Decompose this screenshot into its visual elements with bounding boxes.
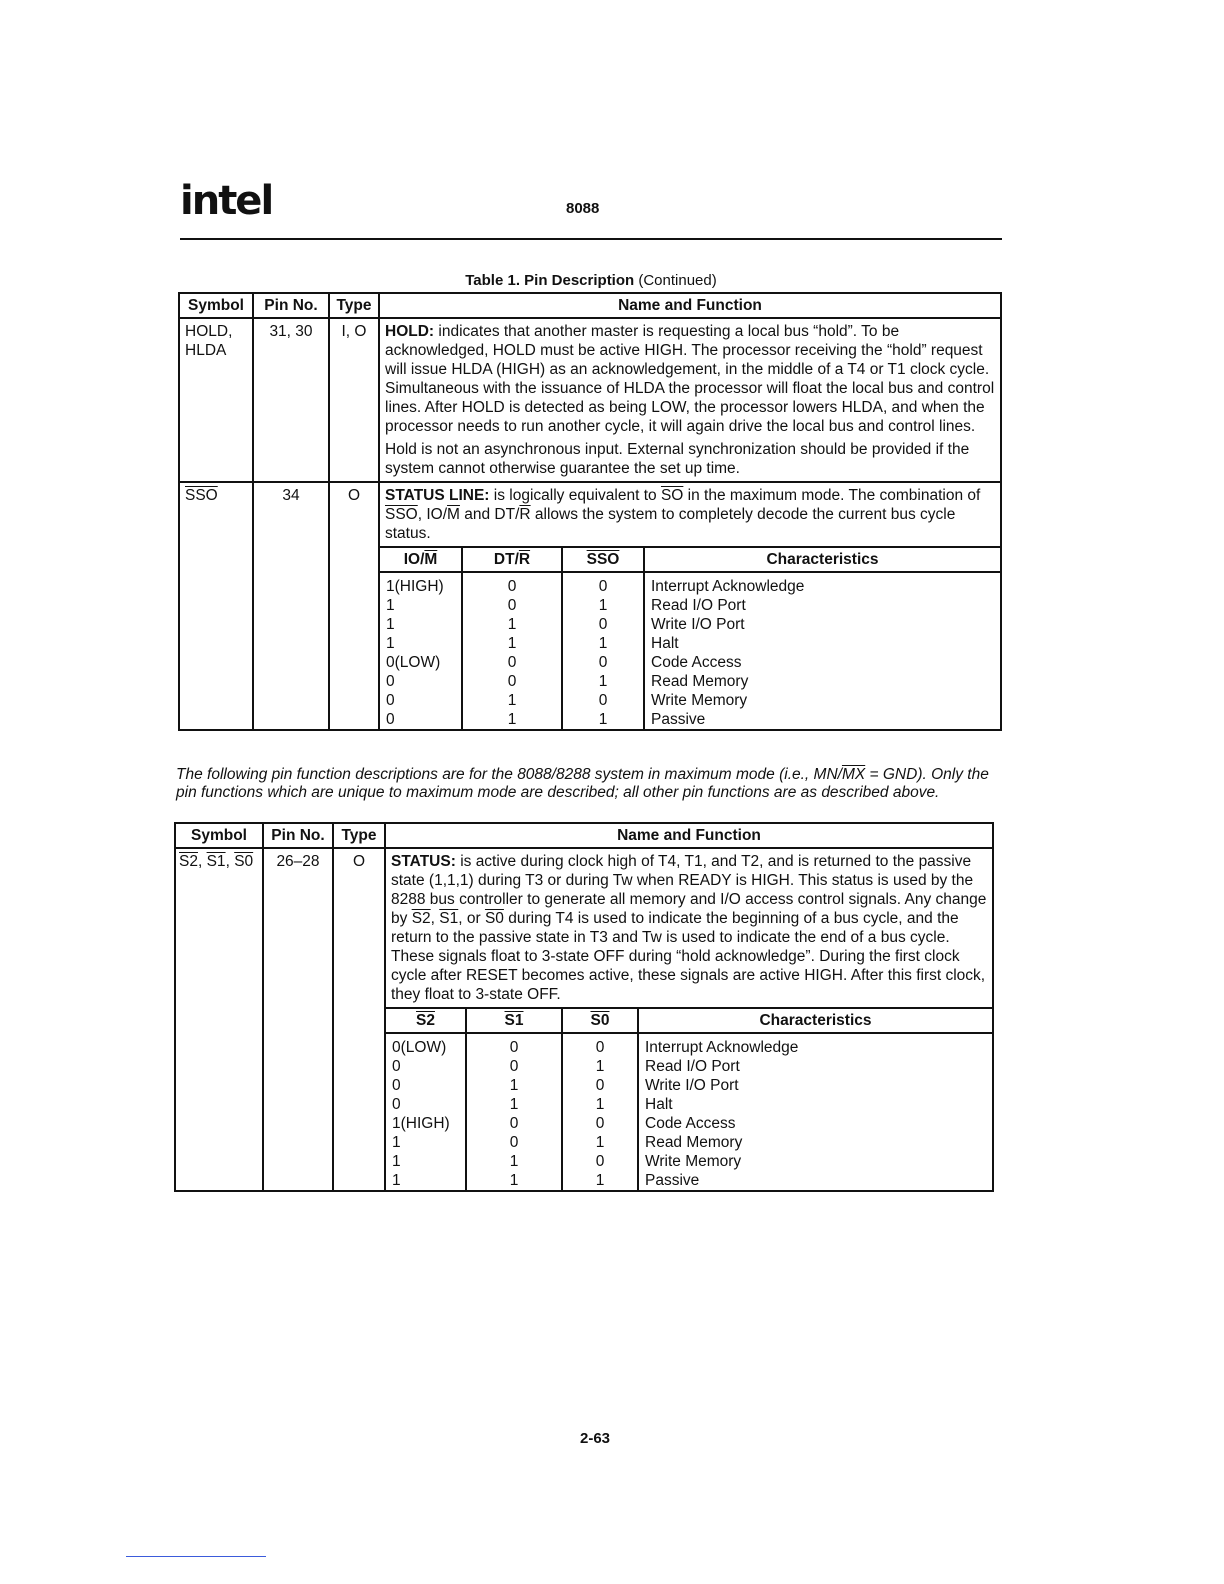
footer-link-underline — [126, 1556, 266, 1557]
header-text: S0 — [590, 1012, 610, 1029]
subtable-row — [380, 615, 1000, 634]
subtable-row — [380, 710, 1000, 729]
cell: Write I/O Port — [644, 615, 1000, 634]
note-text: = GND). Only the pin functions which are unique to maximum mode are described; all other pin functions are as described above. — [176, 766, 989, 801]
header-text: S2 — [416, 1012, 435, 1029]
cell: 1 — [562, 596, 644, 615]
function-paragraph: Hold is not an asynchronous input. External synchronization should be provided if the system cannot otherwise guarantee the set up time. — [385, 441, 970, 477]
signal-s0: S0 — [234, 853, 254, 870]
table-row — [179, 318, 1001, 482]
header-text: $\overline{M}$ — [424, 551, 438, 568]
col-name-function: Name and Function — [385, 823, 993, 848]
cell: 1 — [386, 616, 395, 633]
signal-s1: S1 — [206, 853, 226, 870]
function-lead: STATUS: — [391, 853, 456, 870]
table-row — [179, 482, 1001, 730]
signal-sso: $\overline{SSO}$ — [385, 506, 418, 523]
function-text: , IO/ — [417, 506, 448, 523]
function-cell — [379, 318, 1001, 482]
function-text: is logically equivalent to — [493, 487, 657, 504]
col-symbol: Symbol — [179, 293, 253, 318]
cell: 0(LOW) — [386, 654, 441, 671]
cell: Write Memory — [638, 1152, 992, 1171]
signal-s2: S2 — [179, 853, 198, 870]
table-caption-suffix: (Continued) — [638, 272, 717, 289]
cell: 1 — [562, 634, 644, 653]
cell: 0(LOW) — [392, 1039, 447, 1056]
cell: 0 — [386, 673, 395, 690]
symbol-cell: HOLD, HLDA — [179, 318, 253, 482]
signal-r: $\overline{R}$ — [519, 506, 531, 523]
status-subtable — [380, 546, 1000, 729]
subtable-header-row — [380, 547, 1000, 572]
cell: 1 — [392, 1134, 401, 1151]
function-paragraph: These signals float to 3-state OFF during “hold acknowledge”. During the first clock cycle after RESET becomes active, these signals are active HIGH. After this first clock, they float to 3-state OFF. — [391, 948, 986, 1003]
subtable-row — [380, 572, 1000, 596]
page-number: 2-63 — [580, 1430, 611, 1447]
cell: Passive — [644, 710, 1000, 729]
intel-logo: intel — [180, 178, 273, 224]
function-text: , or — [458, 910, 481, 927]
note-text: The following pin function descriptions are for the 8088/8288 system in maximum mode (i.e., MN/ — [176, 766, 842, 783]
sub-col-iom — [380, 547, 462, 572]
subtable-row — [386, 1152, 992, 1171]
cell: 1 — [462, 710, 562, 729]
cell: 0 — [466, 1033, 562, 1057]
cell: 1 — [462, 691, 562, 710]
cell: 1(HIGH) — [386, 578, 444, 595]
cell: 1 — [562, 1133, 638, 1152]
function-lead: STATUS LINE: — [385, 487, 490, 504]
type-cell: O — [333, 848, 385, 1191]
pin-cell: 31, 30 — [253, 318, 329, 482]
function-paragraph: STATUS: is active during clock high of T4, T1, and T2, and is returned to the passive state (1,1,1) during T3 or during Tw when READY is HIGH. This status is used by the 8288 bus controller to generate all memory and I/O access control signals. Any change by S2, S1, or S0 during T4 is used to indicate the beginning of a bus cycle, and the return to the passive state in T3 and Tw is used to indicate the end of a bus cycle. — [391, 853, 987, 946]
cell: 0 — [562, 1152, 638, 1171]
cell: 1 — [386, 635, 395, 652]
cell: Read I/O Port — [644, 596, 1000, 615]
cell: Halt — [638, 1095, 992, 1114]
table-header-row — [179, 293, 1001, 318]
function-lead: HOLD: — [385, 323, 435, 340]
cell: Read Memory — [644, 672, 1000, 691]
col-name-function: Name and Function — [379, 293, 1001, 318]
sub-col-characteristics: Characteristics — [644, 547, 1000, 572]
cell: 0 — [562, 1076, 638, 1095]
subtable-row — [380, 653, 1000, 672]
header-divider — [180, 238, 1002, 240]
subtable-header-row — [386, 1008, 992, 1033]
subtable-row — [386, 1114, 992, 1133]
col-symbol: Symbol — [175, 823, 263, 848]
cell: 1 — [562, 672, 644, 691]
cell: 1 — [386, 597, 395, 614]
function-text: indicates that another master is requesting a local bus “hold”. To be acknowledged, HOLD must be active HIGH. The processor receiving the “hold” request will issue HLDA (HIGH) as an acknowledgement, in the middle of a T4 or T1 clock cycle. Simultaneous with the issuance of HLDA the processor will float the local bus and control lines. After HOLD is detected as being LOW, the processor lowers HLDA, and when the processor needs to run another cycle, it will again drive the local bus and control lines. — [385, 323, 995, 435]
cell: 1 — [466, 1171, 562, 1190]
cell: Code Access — [638, 1114, 992, 1133]
signal-s1: S1 — [439, 910, 459, 927]
sub-col-dtr — [462, 547, 562, 572]
cell: 1 — [466, 1095, 562, 1114]
cell: Write Memory — [644, 691, 1000, 710]
header-text: $\overline{SSO}$ — [586, 551, 620, 568]
cell: 1 — [392, 1172, 401, 1189]
signal-m: $\overline{M}$ — [447, 506, 460, 523]
symbol-overlined: $\overline{SSO}$ — [185, 487, 218, 504]
cell: 1 — [462, 634, 562, 653]
header-text: IO/ — [403, 551, 425, 568]
function-text: during T4 is used to indicate the beginning of a bus cycle, and the return to the passive state in T3 and Tw is used to indicate the end of a bus cycle. — [391, 910, 959, 946]
col-type: Type — [329, 293, 379, 318]
cell: 0 — [562, 653, 644, 672]
function-text: allows the system to completely decode the current bus cycle status. — [385, 506, 956, 542]
cell: 0 — [562, 615, 644, 634]
cell: 0 — [562, 572, 644, 596]
function-text: and DT/ — [464, 506, 520, 523]
type-cell: I, O — [329, 318, 379, 482]
header-text: $\overline{R}$ — [518, 551, 531, 568]
cell: Interrupt Acknowledge — [644, 572, 1000, 596]
type-cell: O — [329, 482, 379, 730]
cell: 0 — [386, 711, 395, 728]
subtable-row — [386, 1057, 992, 1076]
cell: 0 — [562, 691, 644, 710]
cell: Passive — [638, 1171, 992, 1190]
signal-s2: S2 — [411, 910, 431, 927]
subtable-row — [380, 596, 1000, 615]
subtable-row — [386, 1133, 992, 1152]
table-header-row — [175, 823, 993, 848]
cell: 1 — [392, 1153, 401, 1170]
status-subtable — [386, 1007, 992, 1190]
function-cell — [379, 482, 1001, 730]
sub-col-sso — [562, 547, 644, 572]
table-caption — [180, 272, 1002, 289]
subtable-row — [386, 1076, 992, 1095]
subtable-row — [380, 634, 1000, 653]
function-text: in the maximum mode. The combination of — [687, 487, 981, 504]
cell: Write I/O Port — [638, 1076, 992, 1095]
cell: 0 — [466, 1133, 562, 1152]
sub-col-s1 — [466, 1008, 562, 1033]
function-paragraph — [385, 322, 995, 436]
function-paragraph — [380, 486, 1000, 543]
document-title: 8088 — [566, 200, 600, 217]
table-row — [175, 848, 993, 1191]
function-text: is active during clock high of T4, T1, and T2, and is returned to the passive state (1,1,1) during T3 or during Tw when READY is HIGH. This status is used by the 8288 bus controller to generate all memory and I/O access control signals. Any change by — [391, 853, 987, 927]
cell: 0 — [462, 596, 562, 615]
cell: 0 — [466, 1057, 562, 1076]
pin-cell: 26–28 — [263, 848, 333, 1191]
subtable-row — [380, 691, 1000, 710]
maximum-mode-note — [176, 766, 998, 802]
col-pin-no: Pin No. — [253, 293, 329, 318]
cell: 0 — [392, 1077, 401, 1094]
cell: 0 — [462, 653, 562, 672]
cell: 1(HIGH) — [392, 1115, 450, 1132]
cell: 0 — [562, 1033, 638, 1057]
cell: 0 — [392, 1096, 401, 1113]
cell: 0 — [466, 1114, 562, 1133]
cell: Code Access — [644, 653, 1000, 672]
table-caption-title: Table 1. Pin Description — [465, 272, 635, 289]
cell: 0 — [386, 692, 395, 709]
function-cell — [385, 848, 993, 1191]
cell: 1 — [562, 710, 644, 729]
sub-col-s2 — [386, 1008, 466, 1033]
subtable-row — [380, 672, 1000, 691]
subtable-row — [386, 1095, 992, 1114]
sub-col-s0 — [562, 1008, 638, 1033]
signal-mx: $\overline{MX}$ — [841, 766, 866, 783]
cell: 1 — [466, 1076, 562, 1095]
sub-col-characteristics: Characteristics — [638, 1008, 992, 1033]
col-pin-no: Pin No. — [263, 823, 333, 848]
header-text: S1 — [504, 1012, 524, 1029]
subtable-row — [386, 1171, 992, 1190]
col-type: Type — [333, 823, 385, 848]
signal-so: $\overline{SO}$ — [660, 487, 684, 504]
header-text: DT/ — [493, 551, 519, 568]
cell: 0 — [392, 1058, 401, 1075]
subtable-row — [386, 1033, 992, 1057]
pin-description-table-2 — [174, 822, 994, 1192]
cell: 0 — [562, 1114, 638, 1133]
cell: 1 — [562, 1095, 638, 1114]
cell: 1 — [462, 615, 562, 634]
cell: Interrupt Acknowledge — [638, 1033, 992, 1057]
pin-description-table-1 — [178, 292, 1002, 731]
cell: 1 — [562, 1171, 638, 1190]
signal-s0: S0 — [484, 910, 504, 927]
symbol-cell: S2, S1, S0 — [175, 848, 263, 1191]
cell: 1 — [562, 1057, 638, 1076]
symbol-cell — [179, 482, 253, 730]
cell: 1 — [466, 1152, 562, 1171]
cell: Read I/O Port — [638, 1057, 992, 1076]
pin-cell: 34 — [253, 482, 329, 730]
cell: 0 — [462, 672, 562, 691]
cell: 0 — [462, 572, 562, 596]
cell: Halt — [644, 634, 1000, 653]
cell: Read Memory — [638, 1133, 992, 1152]
